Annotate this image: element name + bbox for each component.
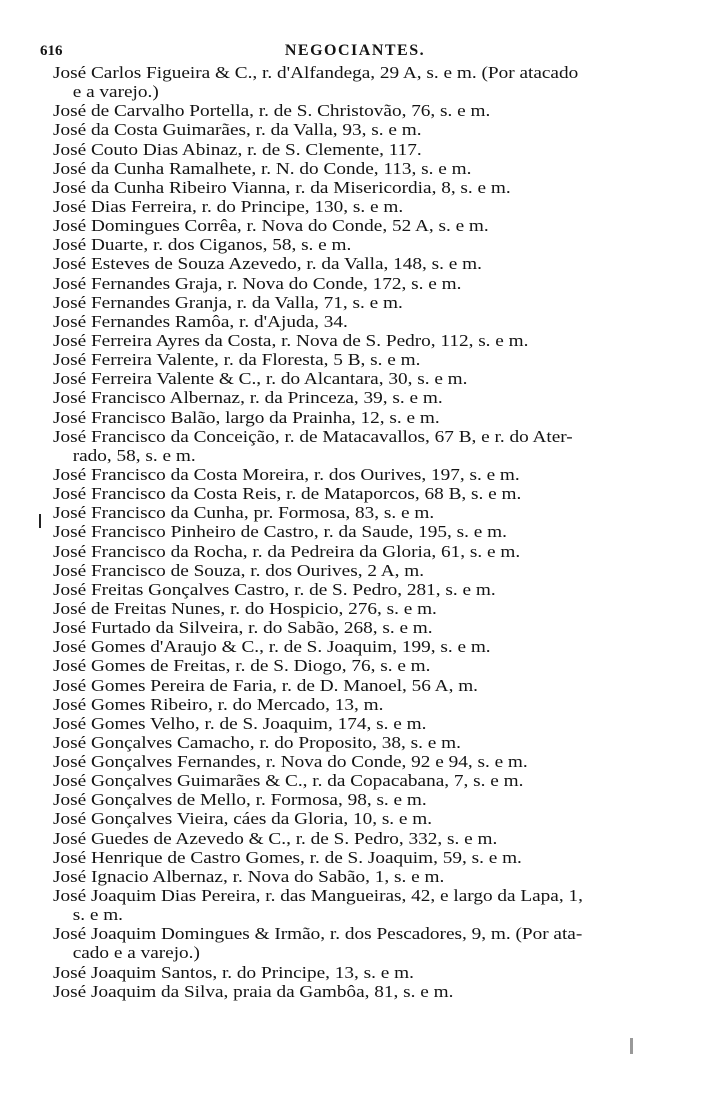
list-item	[53, 427, 693, 465]
list-item	[53, 140, 693, 159]
list-item	[53, 790, 693, 809]
list-item	[53, 733, 693, 752]
page-number: 616	[40, 43, 63, 59]
entry-continuation-line: rado, 58, s. e m.	[72, 445, 196, 465]
entry-line: José Francisco da Conceição, r. de Matacavallos, 67 B, e r. do Ater-	[53, 426, 573, 446]
list-item	[53, 369, 693, 388]
list-item	[53, 752, 693, 771]
list-item	[53, 618, 693, 637]
entry-line: José Esteves de Souza Azevedo, r. da Valla, 148, s. e m.	[53, 254, 482, 274]
entry-line: José Joaquim da Silva, praia da Gambôa, 81, s. e m.	[53, 981, 454, 1001]
list-item	[53, 159, 693, 178]
entry-line: José Ignacio Albernaz, r. Nova do Sabão, 1, s. e m.	[53, 866, 445, 886]
list-item	[53, 580, 693, 599]
entry-line: José Francisco Balão, largo da Prainha, 12, s. e m.	[53, 407, 440, 427]
entry-line: José Francisco Pinheiro de Castro, r. da Saude, 195, s. e m.	[53, 522, 507, 542]
list-item	[53, 886, 693, 924]
entry-line: José da Cunha Ramalhete, r. N. do Conde, 113, s. e m.	[53, 158, 472, 178]
list-item	[53, 293, 693, 312]
list-item	[53, 867, 693, 886]
entry-continuation-line: e a varejo.)	[72, 82, 159, 102]
list-item	[53, 254, 693, 273]
entry-line: José Gonçalves Vieira, cáes da Gloria, 10, s. e m.	[53, 809, 433, 829]
scan-blemish	[630, 1038, 633, 1054]
entry-line: José Gonçalves Fernandes, r. Nova do Conde, 92 e 94, s. e m.	[53, 752, 528, 772]
entry-line: José Joaquim Domingues & Irmão, r. dos Pescadores, 9, m. (Por ata-	[53, 924, 583, 944]
entry-line: José Gonçalves de Mello, r. Formosa, 98, s. e m.	[53, 790, 427, 810]
list-item	[53, 924, 693, 962]
entry-line: José Furtado da Silveira, r. do Sabão, 268, s. e m.	[53, 618, 433, 638]
list-item	[53, 542, 693, 561]
list-item	[53, 465, 693, 484]
list-item	[53, 388, 693, 407]
entry-continuation-line: s. e m.	[72, 905, 123, 925]
entry-line: José Freitas Gonçalves Castro, r. de S. Pedro, 281, s. e m.	[53, 579, 496, 599]
entry-line: José Francisco da Cunha, pr. Formosa, 83, s. e m.	[53, 503, 435, 523]
entry-line: José Gomes Ribeiro, r. do Mercado, 13, m.	[53, 694, 384, 714]
list-item	[53, 809, 693, 828]
entry-line: José Couto Dias Abinaz, r. de S. Clemente, 117.	[53, 139, 422, 159]
list-item	[53, 101, 693, 120]
entry-line: José Gonçalves Camacho, r. do Proposito, 38, s. e m.	[53, 732, 461, 752]
list-item	[53, 982, 693, 1001]
list-item	[53, 120, 693, 139]
list-item	[53, 599, 693, 618]
entry-line: José Henrique de Castro Gomes, r. de S. Joaquim, 59, s. e m.	[53, 847, 522, 867]
entry-line: José de Carvalho Portella, r. de S. Christovão, 76, s. e m.	[53, 101, 491, 121]
entry-line: José Joaquim Santos, r. do Principe, 13, s. e m.	[53, 962, 414, 982]
list-item	[53, 695, 693, 714]
list-item	[53, 274, 693, 293]
list-item	[53, 484, 693, 503]
page-title: NEGOCIANTES.	[284, 42, 426, 59]
list-item	[53, 178, 693, 197]
list-item	[53, 637, 693, 656]
list-item	[53, 216, 693, 235]
entry-line: José Gomes Velho, r. de S. Joaquim, 174, s. e m.	[53, 713, 427, 733]
list-item	[53, 503, 693, 522]
list-item	[53, 829, 693, 848]
list-item	[53, 561, 693, 580]
list-item	[53, 63, 693, 101]
list-item	[53, 656, 693, 675]
list-item	[53, 676, 693, 695]
list-item	[53, 963, 693, 982]
list-item	[53, 235, 693, 254]
list-item	[53, 771, 693, 790]
list-item	[53, 714, 693, 733]
entry-line: José Ferreira Valente & C., r. do Alcantara, 30, s. e m.	[53, 369, 468, 389]
entry-line: José Gomes d'Araujo & C., r. de S. Joaquim, 199, s. e m.	[53, 637, 491, 657]
margin-mark	[39, 514, 41, 528]
list-item	[53, 848, 693, 867]
entry-line: José Fernandes Ramôa, r. d'Ajuda, 34.	[53, 311, 348, 331]
entry-line: José Fernandes Graja, r. Nova do Conde, 172, s. e m.	[53, 273, 462, 293]
list-item	[53, 312, 693, 331]
entry-line: José da Cunha Ribeiro Vianna, r. da Misericordia, 8, s. e m.	[53, 177, 511, 197]
merchant-directory-list	[53, 63, 693, 1001]
entry-continuation-line: cado e a varejo.)	[72, 943, 200, 963]
entry-line: José Francisco da Costa Moreira, r. dos Ourives, 197, s. e m.	[53, 464, 520, 484]
list-item	[53, 350, 693, 369]
entry-line: José Ferreira Ayres da Costa, r. Nova de S. Pedro, 112, s. e m.	[53, 330, 529, 350]
entry-line: José Fernandes Granja, r. da Valla, 71, s. e m.	[53, 292, 403, 312]
entry-line: José Duarte, r. dos Ciganos, 58, s. e m.	[53, 235, 352, 255]
entry-line: José Gomes Pereira de Faria, r. de D. Manoel, 56 A, m.	[53, 675, 478, 695]
list-item	[53, 408, 693, 427]
entry-line: José Guedes de Azevedo & C., r. de S. Pedro, 332, s. e m.	[53, 828, 498, 848]
entry-line: José Francisco Albernaz, r. da Princeza, 39, s. e m.	[53, 388, 443, 408]
list-item	[53, 331, 693, 350]
entry-line: José Gonçalves Guimarães & C., r. da Copacabana, 7, s. e m.	[53, 771, 524, 791]
entry-line: José de Freitas Nunes, r. do Hospicio, 276, s. e m.	[53, 598, 437, 618]
entry-line: José Carlos Figueira & C., r. d'Alfandega, 29 A, s. e m. (Por atacado	[53, 63, 579, 82]
entry-line: José Francisco da Rocha, r. da Pedreira da Gloria, 61, s. e m.	[53, 541, 521, 561]
list-item	[53, 522, 693, 541]
entry-line: José da Costa Guimarães, r. da Valla, 93, s. e m.	[53, 120, 422, 140]
entry-line: José Domingues Corrêa, r. Nova do Conde, 52 A, s. e m.	[53, 216, 489, 236]
entry-line: José Joaquim Dias Pereira, r. das Mangueiras, 42, e largo da Lapa, 1,	[53, 886, 583, 906]
entry-line: José Gomes de Freitas, r. de S. Diogo, 76, s. e m.	[53, 656, 431, 676]
entry-line: José Ferreira Valente, r. da Floresta, 5 B, s. e m.	[53, 350, 421, 370]
list-item	[53, 197, 693, 216]
entry-line: José Dias Ferreira, r. do Principe, 130, s. e m.	[53, 196, 404, 216]
entry-line: José Francisco da Costa Reis, r. de Mataporcos, 68 B, s. e m.	[53, 484, 522, 504]
entry-line: José Francisco de Souza, r. dos Ourives, 2 A, m.	[53, 560, 425, 580]
